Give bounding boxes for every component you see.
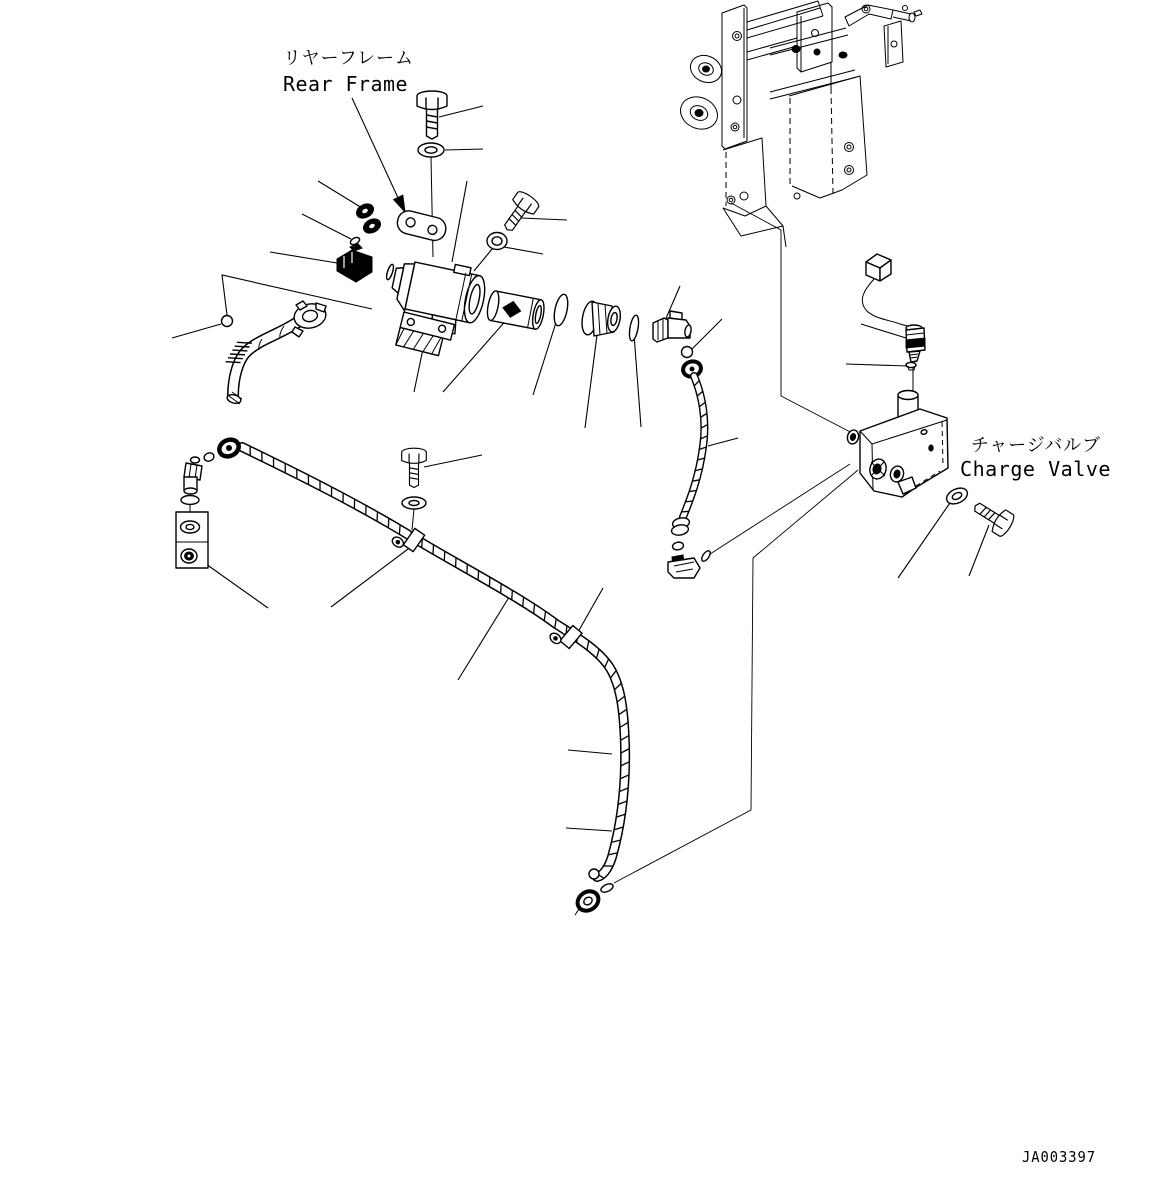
plug-1 <box>580 300 623 336</box>
rear-frame-label <box>283 48 414 96</box>
o-ring-left <box>181 496 199 505</box>
hex-bolt-2 <box>497 189 541 237</box>
charge-valve-label-jp: チャージバルブ <box>971 435 1101 456</box>
roller-icon <box>675 51 726 135</box>
o-ring-3 <box>672 541 684 550</box>
hose-wrap-ticks <box>250 446 629 879</box>
banjo-fitting <box>292 301 328 337</box>
drawing-id: JA003397 <box>1022 1148 1096 1166</box>
block-manifold <box>176 512 208 568</box>
pressure-switch <box>862 254 925 362</box>
hex-bolt-3 <box>968 495 1016 538</box>
elbow-fitting-left <box>184 457 202 494</box>
elbow-fitting-2 <box>668 555 700 578</box>
rear-frame-assembly-outline <box>675 1 922 247</box>
charge-valve-body <box>846 391 948 498</box>
clamp-bolt <box>402 448 427 487</box>
rear-frame-arrow <box>352 98 405 212</box>
phantom-connection-lines <box>600 203 858 894</box>
washer-3 <box>944 485 970 507</box>
o-ring-small-left <box>203 452 215 463</box>
filter-cartridge <box>485 290 546 330</box>
charge-valve-label <box>960 435 1111 481</box>
rear-frame-label-en: Rear Frame <box>283 72 408 96</box>
hose-short-right <box>671 359 708 536</box>
hose-collar <box>671 517 690 537</box>
washer-2 <box>487 233 507 250</box>
clamp-washer <box>402 497 426 530</box>
callout-circle <box>222 316 233 327</box>
elbow-fitting-1 <box>653 311 692 342</box>
assembly-axis-lines <box>190 157 913 520</box>
o-ring-hose-end <box>589 869 599 879</box>
o-ring-2 <box>628 315 640 342</box>
charge-valve-label-en: Charge Valve <box>960 457 1111 481</box>
washer-1 <box>418 143 444 157</box>
hose-end-fitting-bottom <box>574 887 602 915</box>
plug-circle <box>682 347 693 358</box>
hose-banjo-left <box>226 301 329 405</box>
clip-pin <box>385 264 395 281</box>
o-ring-1 <box>552 293 570 327</box>
rear-frame-label-jp: リヤーフレーム <box>283 48 414 69</box>
plug-small <box>906 362 916 370</box>
hose-end-fitting-left <box>217 437 242 460</box>
solenoid-connector <box>337 244 372 282</box>
hex-bolt-1 <box>417 91 447 139</box>
link-plate <box>395 209 448 243</box>
